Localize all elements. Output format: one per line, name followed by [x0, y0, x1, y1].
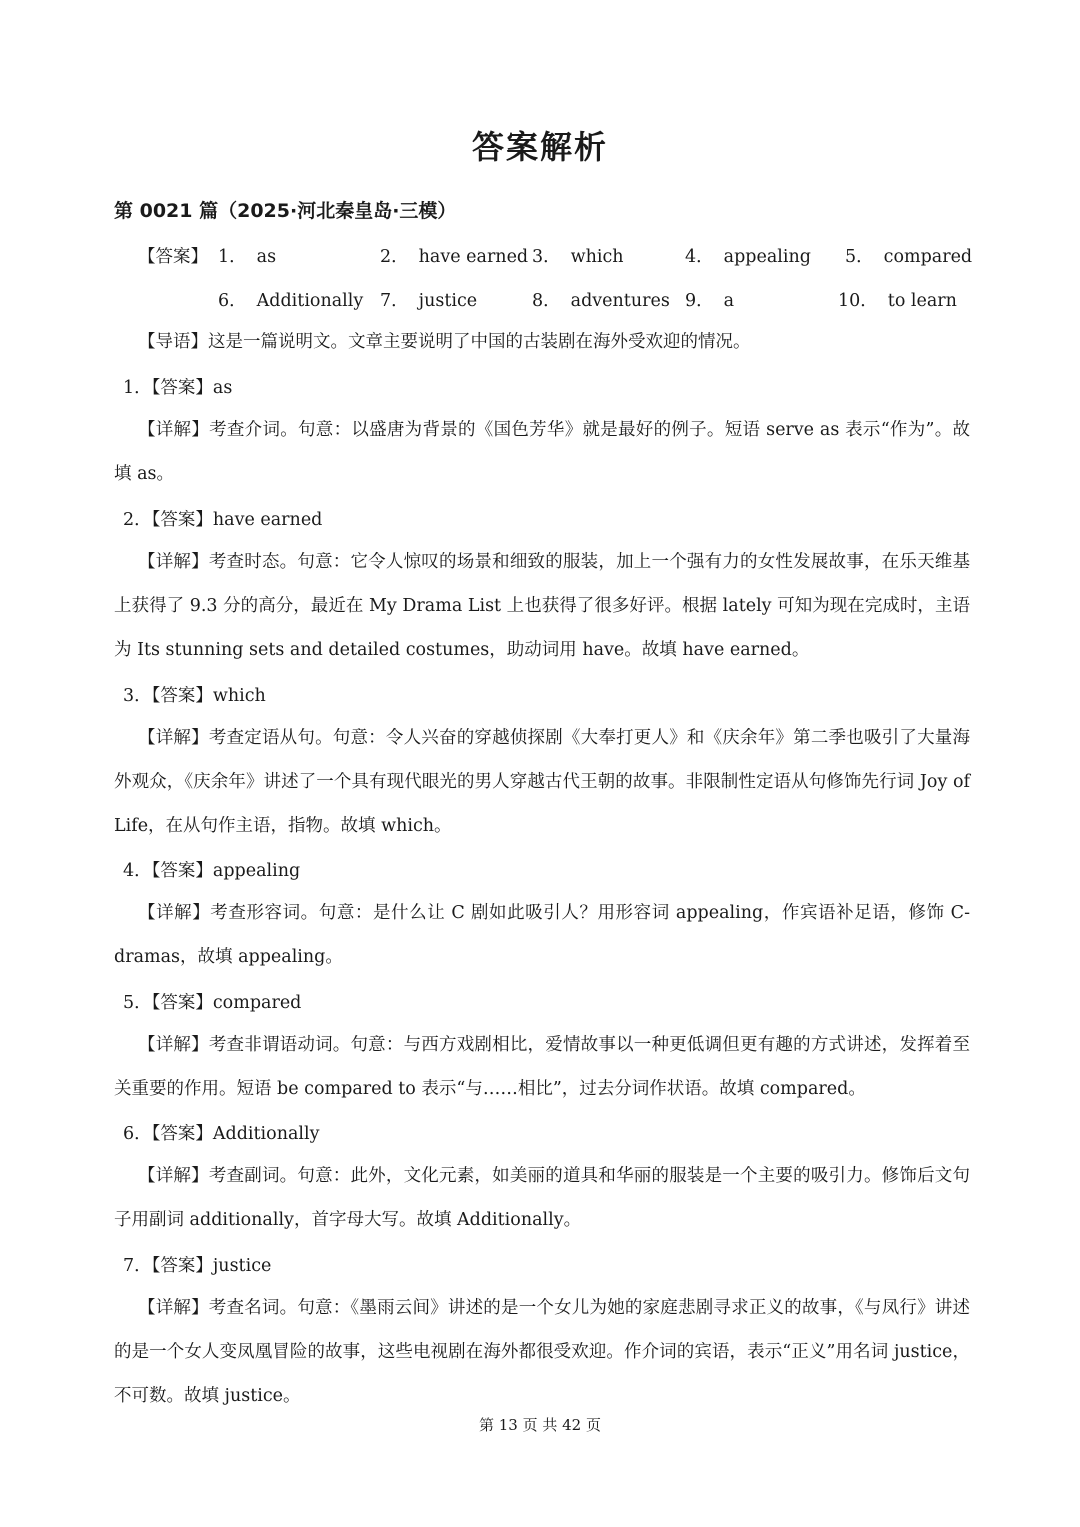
answer-item: 7． justice [380, 291, 478, 311]
explanation-paragraph: 【详解】考查副词。句意：此外，文化元素，如美丽的道具和华丽的服装是一个主要的吸引力。修饰后文句子用副词 additionally，首字母大写。故填 Additionally。 [114, 1166, 970, 1230]
question-answer-line: 5．【答案】compared [123, 993, 302, 1013]
explanation-paragraph: 【详解】考查定语从句。句意：令人兴奋的穿越侦探剧《大奉打更人》和《庆余年》第二季也吸引了大量海外观众，《庆余年》讲述了一个具有现代眼光的男人穿越古代王朝的故事。非限制性定语从句修饰先行词 Joy of Life，在从句作主语，指物。故填 which。 [114, 728, 970, 836]
answer-item: 3． which [532, 247, 624, 267]
answer-item: 1． as [218, 247, 277, 267]
explanation-paragraph: 【详解】考查介词。句意：以盛唐为背景的《国色芳华》就是最好的例子。短语 serve as 表示“作为”。故填 as。 [114, 420, 970, 484]
answer-item: 10． to learn [838, 291, 957, 311]
answer-item: 6． Additionally [218, 291, 364, 311]
intro-paragraph: 【导语】这是一篇说明文。文章主要说明了中国的古装剧在海外受欢迎的情况。 [138, 332, 751, 352]
page-title: 答案解析 [471, 128, 608, 166]
explanation-paragraph: 【详解】考查名词。句意：《墨雨云间》讲述的是一个女儿为她的家庭悲剧寻求正义的故事，《与凤行》讲述的是一个女人变凤凰冒险的故事，这些电视剧在海外都很受欢迎。作介词的宾语，表示“正义”用名词 justice，不可数。故填 justice。 [114, 1298, 970, 1406]
question-answer-line: 6．【答案】Additionally [123, 1124, 320, 1144]
question-answer-line: 2．【答案】have earned [123, 510, 323, 530]
question-answer-line: 4．【答案】appealing [123, 861, 301, 881]
question-answer-line: 7．【答案】justice [123, 1256, 272, 1276]
answer-item: 2． have earned [380, 247, 529, 267]
question-answer-line: 3．【答案】which [123, 686, 266, 706]
answer-item: 8． adventures [532, 291, 670, 311]
answer-item: 5． compared [845, 247, 973, 267]
answer-item: 4． appealing [685, 247, 811, 267]
answer-item: 9． a [685, 291, 735, 311]
explanation-paragraph: 【详解】考查形容词。句意：是什么让 C 剧如此吸引人？用形容词 appealing，作宾语补足语，修饰 C-dramas，故填 appealing。 [114, 903, 970, 967]
explanation-paragraph: 【详解】考查时态。句意：它令人惊叹的场景和细致的服装，加上一个强有力的女性发展故事，在乐天维基上获得了 9.3 分的高分，最近在 My Drama List 上也获得了很多好评。根据 lately 可知为现在完成时，主语为 Its stunning sets and detailed costumes，助动词用 have。故填 have earned。 [114, 552, 970, 660]
question-answer-line: 1．【答案】as [123, 378, 233, 398]
page-footer: 第 13 页 共 42 页 [478, 1416, 601, 1434]
answers-label: 【答案】 [138, 247, 208, 267]
explanation-paragraph: 【详解】考查非谓语动词。句意：与西方戏剧相比，爱情故事以一种更低调但更有趣的方式讲述，发挥着至关重要的作用。短语 be compared to 表示“与……相比”，过去分词作状语。故填 compared。 [114, 1035, 970, 1099]
passage-heading: 第 0021 篇（2025·河北秦皇岛·三模） [114, 200, 457, 222]
